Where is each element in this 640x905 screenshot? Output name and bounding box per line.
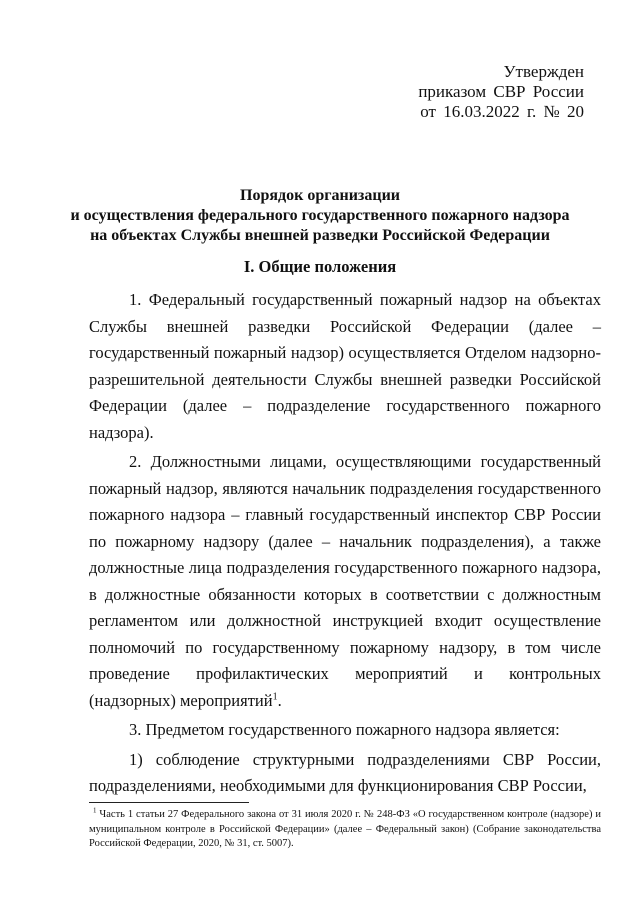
paragraph-2-end: . — [277, 690, 282, 710]
approval-line-1: Утвержден — [503, 62, 584, 81]
title-line-2: и осуществления федерального государственного пожарного надзора — [70, 207, 570, 224]
document-body — [89, 287, 601, 800]
paragraph-2-text: 2. Должностными лицами, осуществляющими государственный пожарный надзор, являются начальник подразделения государственного пожарного надзора – главный государственный инспектор СВР России по пожарному надзору (далее – начальник подразделения), а также должностные лица подразделения государственного пожарного надзора, в должностные обязанности которых в соответствии с должностным регламентом или должностной инструкцией входит осуществление полномочий по государственному пожарному надзору, в том числе проведение профилактических мероприятий и контрольных (надзорных) мероприятий — [89, 452, 601, 710]
section-heading: I. Общие положения — [243, 257, 397, 276]
document-title — [40, 186, 600, 246]
title-line-3: на объектах Службы внешней разведки Российской Федерации — [90, 227, 550, 244]
footnote-reference[interactable]: 1 — [272, 691, 278, 702]
footnote-marker: 1 — [93, 806, 97, 815]
footnote — [89, 808, 601, 852]
footnote-divider — [89, 802, 249, 803]
footnote-text: Часть 1 статьи 27 Федерального закона от 31 июля 2020 г. № 248-ФЗ «О государственном контроле (надзоре) и муниципальном контроле в Российской Федерации» (далее – Федеральный закон) (Собрание законодательства Российской Федерации, 2020, № 31, ст. 5007). — [89, 809, 601, 849]
approval-stamp — [418, 62, 584, 122]
title-line-1: Порядок организации — [240, 187, 400, 204]
approval-line-2: приказом СВР России — [418, 82, 584, 101]
paragraph-1: 1. Федеральный государственный пожарный надзор на объектах Службы внешней разведки Российской Федерации (далее – государственный пожарный надзор) осуществляется Отделом надзорно-разрешительной деятельности Службы внешней разведки Российской Федерации (далее – подразделение государственного пожарного надзора). — [89, 290, 601, 442]
paragraph-3: 3. Предметом государственного пожарного надзора является: — [129, 720, 560, 739]
approval-line-3: от 16.03.2022 г. № 20 — [420, 102, 584, 121]
paragraph-2 — [89, 449, 601, 714]
paragraph-4: 1) соблюдение структурными подразделениями СВР России, подразделениями, необходимыми для функционирования СВР России, — [89, 749, 601, 795]
